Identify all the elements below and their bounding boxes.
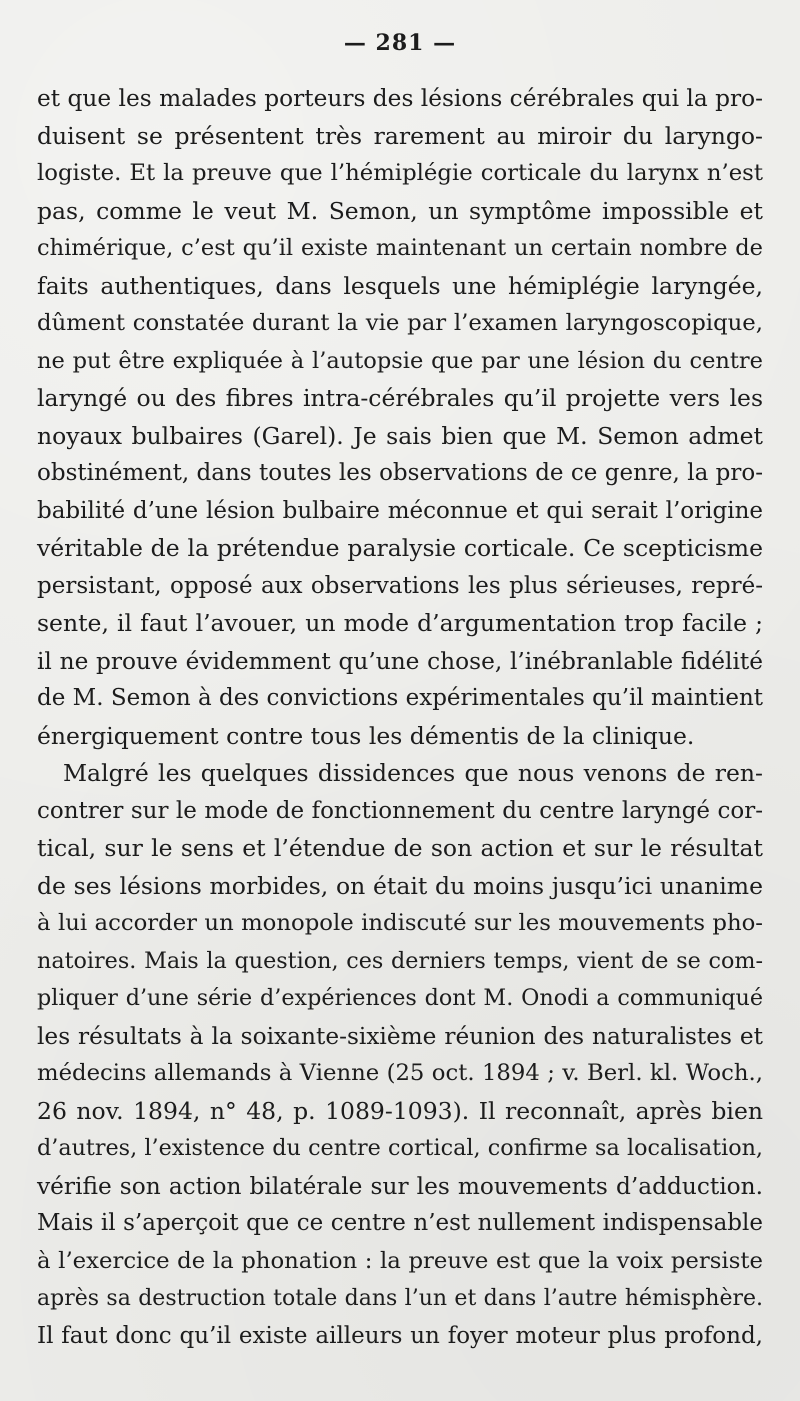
text-line: médecins allemands à Vienne (25 oct. 1894 ; v. Berl. kl. Woch., <box>37 1060 763 1086</box>
paragraph-first-line: Malgré les quelques dissidences que nous venons de ren- <box>63 759 763 787</box>
text-line: à l’exercice de la phonation : la preuve est que la voix persiste <box>37 1247 763 1274</box>
text-line: logiste. Et la preuve que l’hémiplégie corticale du larynx n’est <box>37 160 763 186</box>
page-number-header: — 281 — <box>343 30 457 56</box>
text-line: vérifie son action bilatérale sur les mouvements d’adduction. <box>37 1172 763 1200</box>
text-line: babilité d’une lésion bulbaire méconnue et qui serait l’origine <box>37 497 763 524</box>
text-line: les résultats à la soixante-sixième réunion des naturalistes et <box>37 1022 763 1050</box>
text-line: pliquer d’une série d’expériences dont M. Onodi a communiqué <box>37 985 763 1011</box>
text-line: d’autres, l’existence du centre cortical, confirme sa localisation, <box>37 1135 763 1161</box>
text-line: noyaux bulbaires (Garel). Je sais bien que M. Semon admet <box>37 421 763 450</box>
text-line: faits authentiques, dans lesquels une hémiplégie laryngée, <box>37 271 763 300</box>
text-line: et que les malades porteurs des lésions cérébrales qui la pro- <box>37 85 763 112</box>
text-line: Mais il s’aperçoit que ce centre n’est nullement indispensable <box>37 1210 763 1236</box>
text-line: de M. Semon à des convictions expérimentales qu’il maintient <box>37 685 763 711</box>
text-line: chimérique, c’est qu’il existe maintenant un certain nombre de <box>37 235 763 261</box>
text-line: véritable de la prétendue paralysie corticale. Ce scepticisme <box>37 534 763 562</box>
text-line: de ses lésions morbides, on était du moins jusqu’ici unanime <box>37 871 763 900</box>
text-line: obstinément, dans toutes les observations de ce genre, la pro- <box>37 460 763 486</box>
text-line: énergiquement contre tous les démentis de la clinique. <box>37 721 695 750</box>
text-line: persistant, opposé aux observations les plus sérieuses, repré- <box>37 572 763 599</box>
text-line: natoires. Mais la question, ces derniers temps, vient de se com- <box>37 947 763 974</box>
text-line: duisent se présentent très rarement au miroir du laryngo- <box>37 121 763 150</box>
body-text <box>37 80 763 1355</box>
text-line: il ne prouve évidemment qu’une chose, l’inébranlable fidélité <box>37 647 763 675</box>
text-line: ne put être expliquée à l’autopsie que par une lésion du centre <box>37 347 763 374</box>
text-line: dûment constatée durant la vie par l’examen laryngoscopique, <box>37 310 763 336</box>
text-line: Il faut donc qu’il existe ailleurs un foyer moteur plus profond, <box>37 1322 763 1349</box>
text-line: tical, sur le sens et l’étendue de son action et sur le résultat <box>37 834 763 862</box>
text-line: 26 nov. 1894, n° 48, p. 1089-1093). Il reconnaît, après bien <box>37 1096 763 1125</box>
text-line: à lui accorder un monopole indiscuté sur les mouvements pho- <box>37 910 763 936</box>
text-line: sente, il faut l’avouer, un mode d’argumentation trop facile ; <box>37 609 763 637</box>
text-line: après sa destruction totale dans l’un et dans l’autre hémisphère. <box>37 1286 763 1311</box>
text-line: laryngé ou des fibres intra-cérébrales qu’il projette vers les <box>37 384 763 412</box>
text-line: pas, comme le veut M. Semon, un symptôme impossible et <box>37 196 763 225</box>
text-line: contrer sur le mode de fonctionnement du centre laryngé cor- <box>37 797 763 824</box>
